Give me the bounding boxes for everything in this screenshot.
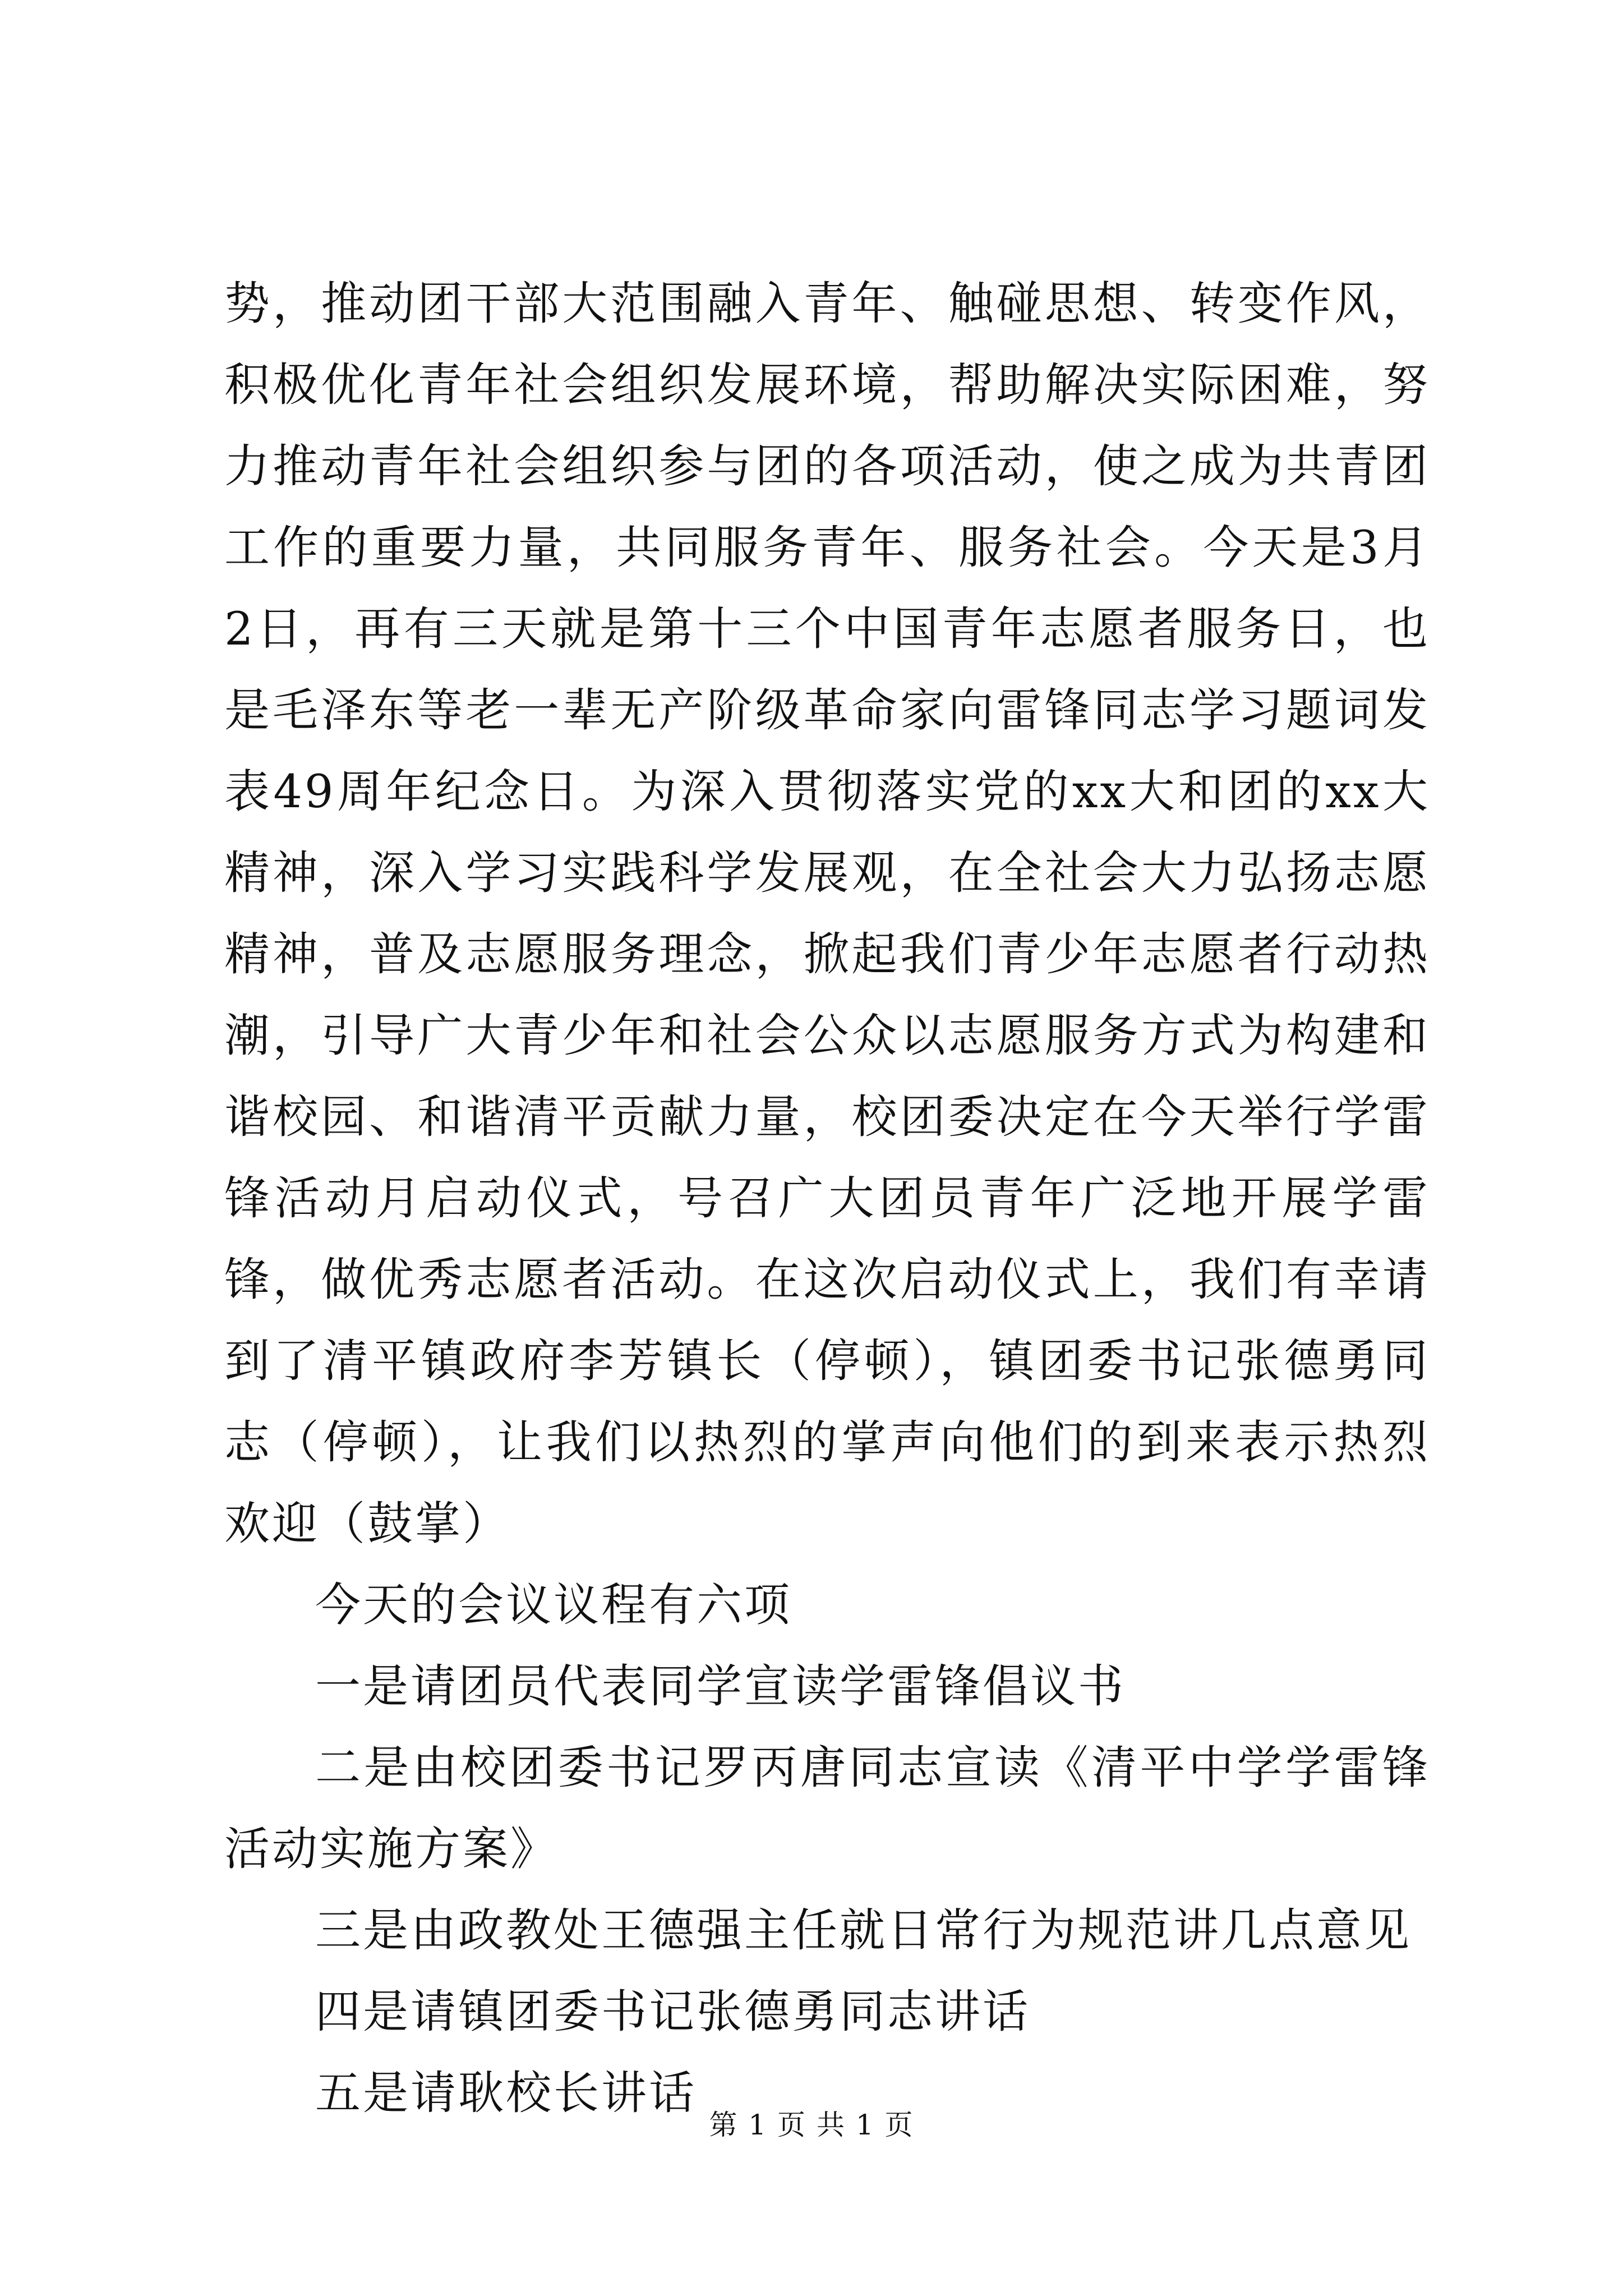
agenda-intro: 今天的会议议程有六项 [315,1579,792,1632]
page-number-footer: 第 1 页 共 1 页 [709,2109,914,2141]
agenda-item-1: 一是请团员代表同学宣读学雷锋倡议书 [315,1660,1126,1713]
agenda-item-5: 五是请耿校长讲话 [315,2067,697,2120]
document-body [224,264,1430,2134]
agenda-item-2: 二是由校团委书记罗丙唐同志宣读《清平中学学雷锋活动实施方案》 [224,1742,1430,1876]
body-paragraph: 势，推动团干部大范围融入青年、触碰思想、转变作风，积极优化青年社会组织发展环境，帮助解决实际困难，努力推动青年社会组织参与团的各项活动，使之成为共青团工作的重要力量，共同服务青年、服务社会。今天是3月2日，再有三天就是第十三个中国青年志愿者服务日，也是毛泽东等老一辈无产阶级革命家向雷锋同志学习题词发表49周年纪念日。为深入贯彻落实党的xx大和团的xx大精神，深入学习实践科学发展观，在全社会大力弘扬志愿精神，普及志愿服务理念，掀起我们青少年志愿者行动热潮，引导广大青少年和社会公众以志愿服务方式为构建和谐校园、和谐清平贡献力量，校团委决定在今天举行学雷锋活动月启动仪式，号召广大团员青年广泛地开展学雷锋，做优秀志愿者活动。在这次启动仪式上，我们有幸请到了清平镇政府李芳镇长（停顿），镇团委书记张德勇同志（停顿），让我们以热烈的掌声向他们的到来表示热烈欢迎（鼓掌） [224,278,1430,1550]
agenda-item-4: 四是请镇团委书记张德勇同志讲话 [315,1986,1031,2039]
agenda-item-3: 三是由政教处王德强主任就日常行为规范讲几点意见 [315,1904,1412,1957]
